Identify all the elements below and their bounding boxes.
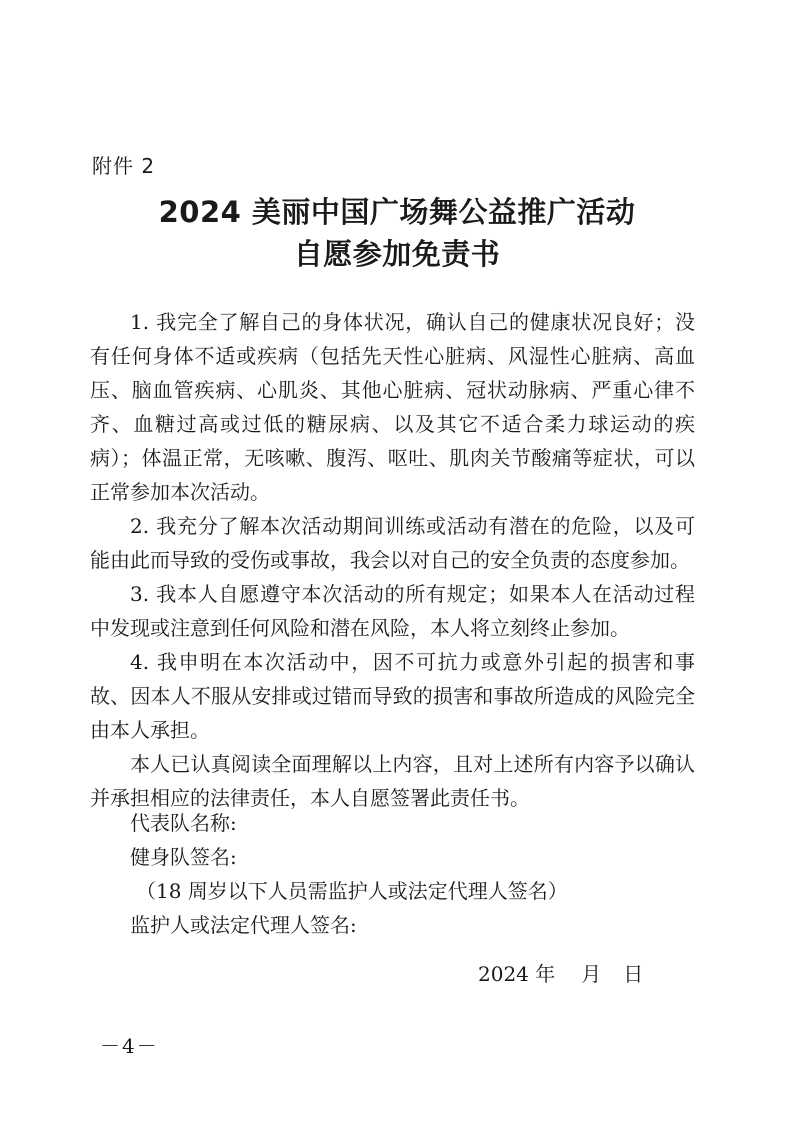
clause-2: 2. 我充分了解本次活动期间训练或活动有潜在的危险，以及可能由此而导致的受伤或事故，我会以对自己的安全负责的态度参加。 bbox=[90, 514, 695, 572]
guardian-signature-label: 监护人或法定代理人签名: bbox=[130, 913, 357, 937]
document-title-line-2: 自愿参加免责书 bbox=[293, 237, 501, 271]
date-month: 月 bbox=[581, 962, 602, 986]
document-title-line-1: 2024 美丽中国广场舞公益推广活动 bbox=[158, 195, 636, 229]
team-signature-label: 健身队签名: bbox=[130, 845, 237, 869]
attachment-label: 附件 2 bbox=[92, 154, 156, 178]
document-body bbox=[90, 305, 695, 815]
clause-1: 1. 我完全了解自己的身体状况，确认自己的健康状况良好；没有任何身体不适或疾病（包括先天性心脏病、风湿性心脏病、高血压、脑血管疾病、心肌炎、其他心脏病、冠状动脉病、严重心律不齐、血糖过高或过低的糖尿病、以及其它不适合柔力球运动的疾病）；体温正常，无咳嗽、腹泻、呕吐、肌肉关节酸痛等症状，可以正常参加本次活动。 bbox=[90, 310, 695, 504]
confirmation-statement: 本人已认真阅读全面理解以上内容，且对上述所有内容予以确认并承担相应的法律责任，本人自愿签署此责任书。 bbox=[90, 752, 695, 810]
clause-3: 3. 我本人自愿遵守本次活动的所有规定；如果本人在活动过程中发现或注意到任何风险和潜在风险，本人将立刻终止参加。 bbox=[90, 582, 695, 640]
team-name-label: 代表队名称: bbox=[130, 811, 237, 835]
signature-section bbox=[90, 806, 695, 942]
signing-date bbox=[478, 958, 643, 987]
clause-4: 4. 我申明在本次活动中，因不可抗力或意外引起的损害和事故、因本人不服从安排或过错而导致的损害和事故所造成的风险完全由本人承担。 bbox=[90, 650, 695, 742]
date-year: 2024 年 bbox=[478, 962, 556, 986]
date-day: 日 bbox=[623, 962, 644, 986]
minor-note: （18 周岁以下人员需监护人或法定代理人签名） bbox=[136, 879, 568, 903]
page-number: －4－ bbox=[100, 1034, 159, 1058]
